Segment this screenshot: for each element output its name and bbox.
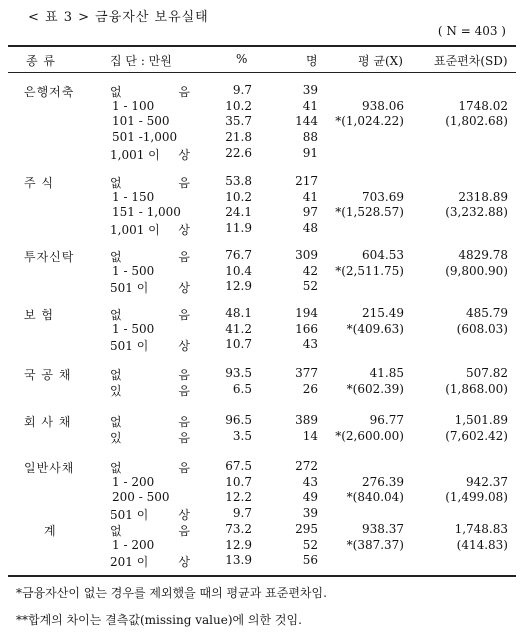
- count-cell: 97: [302, 205, 318, 220]
- group-part: 1,001 이: [110, 147, 160, 162]
- mean-cell: 703.69: [362, 189, 404, 204]
- count-cell: 49: [302, 490, 318, 505]
- sd-cell: 2318.89: [458, 189, 508, 204]
- group-part: 음: [178, 430, 190, 445]
- category-label: 보 험: [24, 308, 54, 322]
- percent-cell: 10.4: [225, 263, 252, 278]
- count-cell: 43: [302, 337, 318, 352]
- group-cell: 151 - 1,000: [112, 205, 181, 220]
- count-cell: 194: [295, 306, 318, 320]
- group-cell: [110, 506, 190, 523]
- table-row: [0, 366, 524, 382]
- count-cell: 166: [295, 321, 318, 336]
- group-cell: [110, 279, 190, 296]
- table-row: [0, 174, 524, 190]
- header-group: 집 단 : 만원: [110, 54, 172, 68]
- group-part: 있: [110, 430, 122, 445]
- table-row: [0, 382, 524, 398]
- header-percent: %: [236, 52, 248, 66]
- group-part: 상: [178, 281, 190, 296]
- footnote-2: **합계의 차이는 결측값(missing value)에 의한 것임.: [16, 613, 302, 627]
- group-cell: 101 - 500: [112, 114, 170, 129]
- group-part: 상: [178, 147, 190, 162]
- group-cell: [110, 248, 190, 265]
- group-cell: [110, 146, 190, 163]
- group-part: 201 이: [110, 555, 149, 570]
- sd-cell: (608.03): [456, 321, 508, 336]
- category-label: 투자신탁: [24, 250, 75, 264]
- mean-cell: 276.39: [362, 474, 404, 489]
- sd-cell: 1,501.89: [454, 413, 508, 427]
- mean-cell: 938.37: [362, 522, 404, 536]
- mean-cell: 215.49: [362, 306, 404, 320]
- table-title: < 표 3 > 금융자산 보유실태: [28, 10, 209, 25]
- group-part: 상: [178, 339, 190, 354]
- header-mean: 평 균(X): [358, 54, 403, 68]
- percent-cell: 13.9: [225, 553, 252, 568]
- count-cell: 309: [295, 248, 318, 262]
- mean-cell: *(602.39): [346, 381, 404, 396]
- percent-cell: 73.2: [225, 522, 252, 536]
- percent-cell: 35.7: [225, 114, 252, 129]
- group-cell: 1 - 200: [112, 537, 155, 552]
- sd-cell: (9,800.90): [445, 263, 508, 278]
- percent-cell: 12.9: [225, 537, 252, 552]
- percent-cell: 67.5: [225, 459, 252, 473]
- group-cell: [110, 337, 190, 354]
- group-part: 음: [178, 383, 190, 398]
- header-category: 종 류: [26, 54, 56, 68]
- mean-cell: 938.06: [362, 98, 404, 113]
- mean-cell: *(840.04): [346, 490, 404, 505]
- table-row: [0, 337, 524, 353]
- percent-cell: 3.5: [232, 428, 252, 443]
- count-cell: 91: [302, 145, 318, 160]
- percent-cell: 12.2: [225, 490, 252, 505]
- mean-cell: *(1,024.22): [335, 114, 404, 129]
- percent-cell: 11.9: [225, 221, 252, 236]
- percent-cell: 48.1: [225, 306, 252, 320]
- group-part: 501 이: [110, 508, 149, 523]
- percent-cell: 10.7: [225, 474, 252, 489]
- group-part: 없: [110, 85, 122, 99]
- group-part: 없: [110, 415, 122, 429]
- sd-cell: 507.82: [466, 366, 508, 380]
- percent-cell: 24.1: [225, 205, 252, 220]
- sd-cell: (1,499.08): [445, 490, 508, 505]
- count-cell: 14: [302, 428, 318, 443]
- header-sd: 표준편차(SD): [434, 54, 508, 68]
- group-part: 501 이: [110, 339, 149, 354]
- count-cell: 389: [295, 413, 318, 427]
- group-part: 상: [178, 223, 190, 238]
- percent-cell: 12.9: [225, 279, 252, 294]
- count-cell: 39: [302, 83, 318, 97]
- table-row: [0, 322, 524, 338]
- count-cell: 52: [302, 537, 318, 552]
- count-cell: 48: [302, 221, 318, 236]
- percent-cell: 96.5: [225, 413, 252, 427]
- table-row: [0, 130, 524, 146]
- group-part: 음: [178, 368, 190, 382]
- percent-cell: 6.5: [232, 381, 252, 396]
- table-row: [0, 538, 524, 554]
- count-cell: 41: [302, 98, 318, 113]
- percent-cell: 10.7: [225, 337, 252, 352]
- percent-cell: 76.7: [225, 248, 252, 262]
- group-cell: 200 - 500: [112, 490, 170, 505]
- percent-cell: 41.2: [225, 321, 252, 336]
- mean-cell: *(409.63): [346, 321, 404, 336]
- category-label: 일반사채: [24, 461, 75, 475]
- percent-cell: 21.8: [225, 130, 252, 145]
- mean-cell: 41.85: [369, 366, 404, 380]
- group-part: 없: [110, 524, 122, 538]
- group-part: 음: [178, 85, 190, 99]
- count-cell: 26: [302, 381, 318, 396]
- count-cell: 295: [295, 522, 318, 536]
- mean-cell: *(2,600.00): [335, 428, 404, 443]
- group-cell: [110, 306, 190, 323]
- table-row: [0, 264, 524, 280]
- table-row: [0, 429, 524, 445]
- count-cell: 144: [295, 114, 318, 129]
- category-label: 회 사 채: [24, 415, 72, 429]
- count-cell: 41: [302, 189, 318, 204]
- sd-cell: 942.37: [466, 474, 508, 489]
- group-cell: 1 - 100: [112, 98, 155, 113]
- sd-cell: 485.79: [466, 306, 508, 320]
- count-cell: 39: [302, 506, 318, 521]
- sd-cell: 1748.02: [458, 98, 508, 113]
- group-part: 없: [110, 176, 122, 190]
- mean-cell: 96.77: [369, 413, 404, 427]
- group-part: 1,001 이: [110, 223, 160, 238]
- percent-cell: 10.2: [225, 98, 252, 113]
- group-cell: [110, 553, 190, 570]
- group-cell: [110, 382, 190, 399]
- group-cell: [110, 174, 190, 191]
- table-row: [0, 205, 524, 221]
- sd-cell: (1,802.68): [445, 114, 508, 129]
- group-part: 음: [178, 250, 190, 264]
- percent-cell: 53.8: [225, 174, 252, 188]
- group-part: 음: [178, 415, 190, 429]
- group-cell: 1 - 200: [112, 474, 155, 489]
- table-row: [0, 146, 524, 162]
- top-rule: [8, 45, 516, 47]
- group-part: 있: [110, 383, 122, 398]
- percent-cell: 10.2: [225, 189, 252, 204]
- group-cell: 1 - 500: [112, 263, 155, 278]
- count-cell: 377: [295, 366, 318, 380]
- sd-cell: (414.83): [456, 537, 508, 552]
- sd-cell: 4829.78: [458, 248, 508, 262]
- category-label: 국 공 채: [24, 368, 72, 382]
- table-row: [0, 475, 524, 491]
- percent-cell: 22.6: [225, 145, 252, 160]
- count-cell: 217: [295, 174, 318, 188]
- group-cell: [110, 429, 190, 446]
- category-label: 은행저축: [24, 85, 75, 99]
- table-row: [0, 413, 524, 429]
- group-part: 없: [110, 461, 122, 475]
- header-rule: [8, 72, 516, 73]
- group-part: 음: [178, 524, 190, 538]
- sd-cell: 1,748.83: [454, 522, 508, 536]
- table-row: [0, 83, 524, 99]
- bottom-rule: [8, 575, 516, 577]
- table-row: [0, 459, 524, 475]
- group-part: 음: [178, 176, 190, 190]
- table-row: [0, 553, 524, 569]
- table-row: [0, 306, 524, 322]
- count-cell: 88: [302, 130, 318, 145]
- table-row: [0, 522, 524, 538]
- group-part: 상: [178, 555, 190, 570]
- count-cell: 56: [302, 553, 318, 568]
- group-cell: 1 - 500: [112, 321, 155, 336]
- count-cell: 42: [302, 263, 318, 278]
- group-part: 501 이: [110, 281, 149, 296]
- category-label: 주 식: [24, 176, 54, 190]
- count-cell: 272: [295, 459, 318, 473]
- percent-cell: 9.7: [232, 83, 252, 97]
- sd-cell: (1,868.00): [445, 381, 508, 396]
- mean-cell: *(2,511.75): [335, 263, 404, 278]
- count-cell: 43: [302, 474, 318, 489]
- table-row: [0, 248, 524, 264]
- percent-cell: 9.7: [232, 506, 252, 521]
- group-part: 없: [110, 308, 122, 322]
- category-label: 계: [44, 524, 57, 538]
- group-cell: [110, 366, 190, 383]
- table-row: [0, 490, 524, 506]
- group-part: 없: [110, 250, 122, 264]
- mean-cell: *(1,528.57): [335, 205, 404, 220]
- table-row: [0, 190, 524, 206]
- mean-cell: 604.53: [362, 248, 404, 262]
- sample-size: ( N = 403 ): [437, 24, 506, 38]
- group-part: 상: [178, 508, 190, 523]
- sd-cell: (3,232.88): [445, 205, 508, 220]
- table-row: [0, 506, 524, 522]
- group-cell: [110, 459, 190, 476]
- percent-cell: 93.5: [225, 366, 252, 380]
- group-cell: [110, 83, 190, 100]
- group-cell: 1 - 150: [112, 189, 155, 204]
- group-part: 음: [178, 308, 190, 322]
- group-part: 음: [178, 461, 190, 475]
- group-cell: [110, 221, 190, 238]
- group-cell: [110, 522, 190, 539]
- group-cell: 501 -1,000: [112, 130, 178, 145]
- count-cell: 52: [302, 279, 318, 294]
- group-cell: [110, 413, 190, 430]
- group-part: 없: [110, 368, 122, 382]
- table-row: [0, 114, 524, 130]
- table-row: [0, 221, 524, 237]
- table-row: [0, 99, 524, 115]
- mean-cell: *(387.37): [346, 537, 404, 552]
- header-count: 명: [306, 54, 318, 68]
- sd-cell: (7,602.42): [445, 428, 508, 443]
- footnote-1: *금융자산이 없는 경우를 제외했을 때의 평균과 표준편차임.: [16, 586, 327, 600]
- table-row: [0, 279, 524, 295]
